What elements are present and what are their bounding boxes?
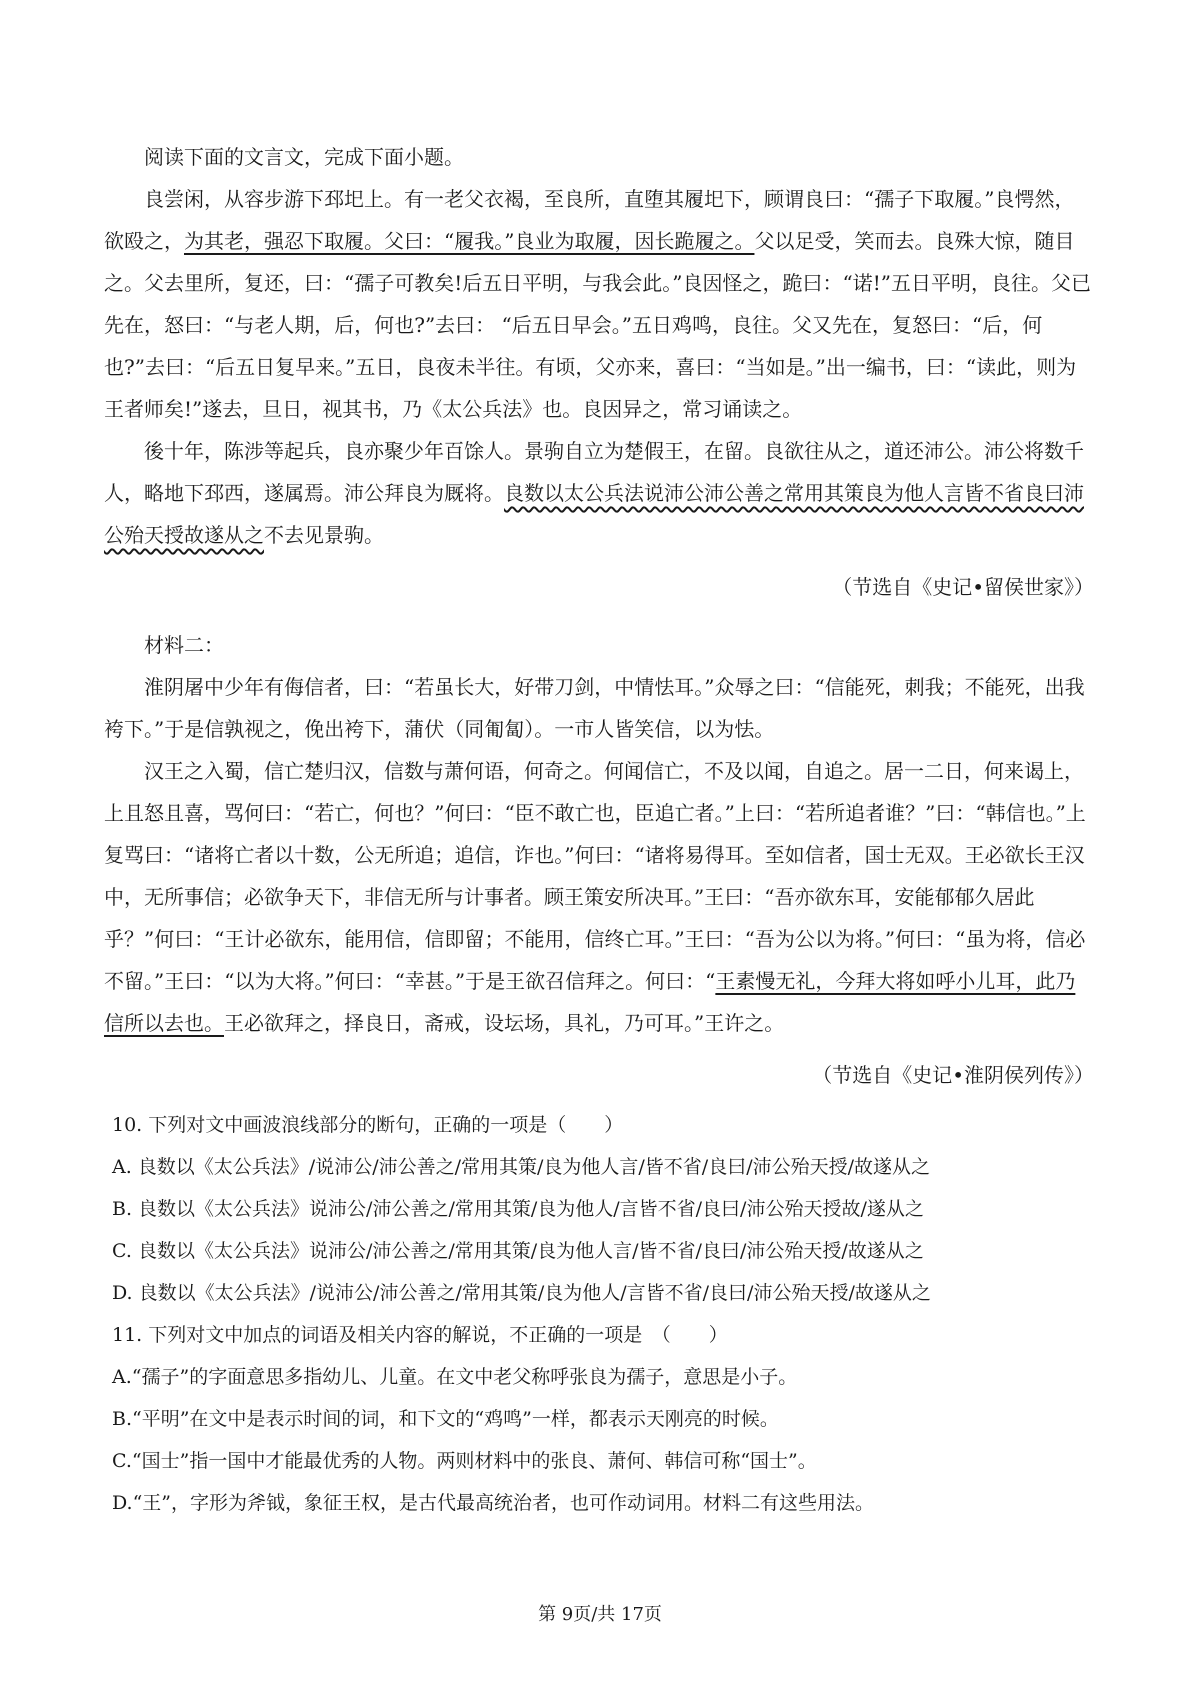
m1-source: （节选自《史记•留侯世家》） bbox=[832, 575, 1094, 599]
m1-paragraph-1 bbox=[104, 178, 1094, 430]
m2-p2-underlined: 王素慢无礼，今拜大将如呼小儿耳，此乃信所以去也。 bbox=[104, 969, 1076, 1035]
m2-p2-end: 王必欲拜之，择良日，斋戒，设坛场，具礼，乃可耳。”王许之。 bbox=[224, 1011, 785, 1035]
q10-option-b: B. 良数以《太公兵法》说沛公/沛公善之/常用其策/良为他人/言皆不省/良曰/沛公殆天授故/遂从之 bbox=[112, 1198, 924, 1220]
m1-p1-text: 良尝闲，从容步游下邳圯上。有一老父衣褐，至良所，直堕其履圯下，顾谓良曰：“孺子下取履。”良愕然，欲殴之， bbox=[104, 187, 1075, 253]
m2-label: 材料二： bbox=[144, 633, 224, 657]
m2-source: （节选自《史记•淮阴侯列传》） bbox=[812, 1063, 1094, 1087]
m1-p2-end: 不去见景驹。 bbox=[264, 523, 384, 547]
page-number: 第 9页/共 17页 bbox=[538, 1604, 662, 1625]
q10-option-c: C. 良数以《太公兵法》说沛公/沛公善之/常用其策/良为他人言/皆不省/良曰/沛公殆天授/故遂从之 bbox=[112, 1240, 924, 1262]
m1-p2-text: 後十年，陈涉等起兵，良亦聚少年百馀人。景驹自立为楚假王，在留。良欲往从之，道还沛公。沛公将数千人，略地下邳西，遂属焉。沛公拜良为厩将。 bbox=[104, 439, 1084, 505]
q10-option-d: D. 良数以《太公兵法》/说沛公/沛公善之/常用其策/良为他人/言皆不省/良曰/沛公殆天授/故遂从之 bbox=[112, 1282, 931, 1304]
q11-option-a: A.“孺子”的字面意思多指幼儿、儿童。在文中老父称呼张良为孺子，意思是小子。 bbox=[112, 1366, 798, 1388]
m1-p2-wavy: 良数以太公兵法说沛公沛公善之常用其策良为他人言皆不省良曰沛公殆天授故遂从之 bbox=[104, 481, 1084, 547]
q11-option-c: C.“国士”指一国中才能最优秀的人物。两则材料中的张良、萧何、韩信可称“国士”。 bbox=[112, 1450, 817, 1472]
q10-option-a: A. 良数以《太公兵法》/说沛公/沛公善之/常用其策/良为他人言/皆不省/良曰/沛公殆天授/故遂从之 bbox=[112, 1156, 931, 1178]
m1-p1-underlined: 为其老，强忍下取履。父曰：“履我。”良业为取履，因长跪履之。 bbox=[184, 229, 755, 253]
instruction: 阅读下面的文言文，完成下面小题。 bbox=[144, 145, 464, 169]
q11-stem: 11. 下列对文中加点的词语及相关内容的解说，不正确的一项是 （ ） bbox=[112, 1324, 728, 1346]
questions bbox=[112, 1104, 1102, 1524]
q11-option-b: B.“平明”在文中是表示时间的词，和下文的“鸡鸣”一样，都表示天刚亮的时候。 bbox=[112, 1408, 779, 1430]
q10-stem: 10. 下列对文中画波浪线部分的断句，正确的一项是（ ） bbox=[112, 1114, 624, 1136]
m2-p2-text: 汉王之入蜀，信亡楚归汉，信数与萧何语，何奇之。何闻信亡，不及以闻，自追之。居一二日，何来谒上，上且怒且喜，骂何曰：“若亡，何也？”何曰：“臣不敢亡也，臣追亡者。”上曰：“若所追者谁？”曰：“韩信也。”上复骂曰：“诸将亡者以十数，公无所追；追信，诈也。”何曰：“诸将易得耳。至如信者，国士无双。王必欲长王汉中，无所事信；必欲争天下，非信无所与计事者。顾王策安所决耳。”王曰：“吾亦欲东耳，安能郁郁久居此乎？”何曰：“王计必欲东，能用信，信即留；不能用，信终亡耳。”王曰：“吾为公以为将。”何曰：“虽为将，信必不留。”王曰：“以为大将。”何曰：“幸甚。”于是王欲召信拜之。何曰：“ bbox=[104, 759, 1086, 993]
m1-p1-cont: 父以足受，笑而去。良殊大惊，随目之。父去里所，复还，曰：“孺子可教矣!后五日平明，与我会此。”良因怪之，跪曰：“诺!”五日平明，良往。父已先在，怒曰：“与老人期，后，何也?”去曰： “后五日早会。”五日鸡鸣，良往。父又先在，复怒曰：“后，何也?”去曰：“后五日复早来。”五日，良夜未半往。有顷，父亦来，喜曰：“当如是。”出一编书，曰：“读此，则为王者师矣!”遂去，旦日，视其书，乃《太公兵法》也。良因异之，常习诵读之。 bbox=[104, 229, 1091, 421]
m2-paragraph-2 bbox=[104, 750, 1094, 1044]
q11-option-d: D.“王”，字形为斧钺，象征王权，是古代最高统治者，也可作动词用。材料二有这些用法。 bbox=[112, 1492, 875, 1514]
m1-paragraph-2 bbox=[104, 430, 1094, 556]
passage bbox=[104, 136, 1094, 1112]
m2-paragraph-1: 淮阴屠中少年有侮信者，曰：“若虽长大，好带刀剑，中情怯耳。”众辱之曰：“信能死，刺我；不能死，出我袴下。”于是信孰视之，俛出袴下，蒲伏（同匍匐）。一市人皆笑信，以为怯。 bbox=[104, 675, 1085, 741]
